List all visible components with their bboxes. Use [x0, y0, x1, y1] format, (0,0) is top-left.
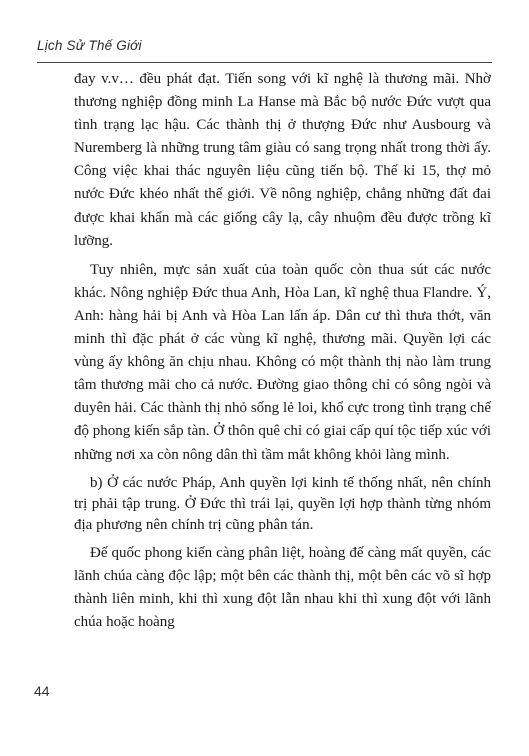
paragraph-2: Tuy nhiên, mực sản xuất của toàn quốc còn thua sút các nước khác. Nông nghiệp Đức thua Anh, Hòa Lan, kĩ nghệ thua Flandre. Ý, Anh: hàng hải bị Anh và Hòa Lan lấn áp. Dân cư thì thưa thớt, văn minh thì đặc phát ở các vùng kĩ nghệ, thương mãi. Quyền lợi các vùng ấy không ăn chịu nhau. Không có một thành thị nào làm trung tâm thương mãi cho cả nước. Đường giao thông chỉ có sông ngòi và duyên hải. Các thành thị nhỏ sống lẻ loi, khổ cực trong tình trạng chế độ phong kiến sắp tàn. Ở thôn quê chỉ có giai cấp quí tộc tiếp xúc với những nơi xa còn nông dân thì tầm mắt không khỏi làng mình.: [74, 261, 491, 463]
paragraph-1: đay v.v… đều phát đạt. Tiến song với kĩ nghệ là thương mãi. Nhờ thương nghiệp đồng minh La Hanse mà Bắc bộ nước Đức vượt qua tình trạng lạc hậu. Các thành thị ở thượng Đức như Ausbourg và Nuremberg là những trung tâm giàu có sang trọng nhất trong thời ấy. Công việc khai thác nguyên liệu cũng tiến bộ. Thế kỉ 15, thợ mỏ nước Đức khéo nhất thế giới. Về nông nghiệp, chẳng những đất đai được khai khẩn mà các giống cây lạ, cây nhuộm đều được trồng kĩ lưỡng.: [74, 71, 491, 249]
header-divider: [37, 62, 492, 63]
page-number: 44: [34, 683, 50, 699]
page-body: [74, 68, 491, 640]
running-header-title: Lịch Sử Thế Giới: [37, 38, 142, 53]
paragraph-3: b) Ở các nước Pháp, Anh quyền lợi kinh tế thống nhất, nên chính trị phải tập trung. Ở Đức thì trái lại, quyền lợi hợp thành từng nhóm địa phương nên chính trị cũng phân tán.: [74, 474, 491, 533]
paragraph-4: Đế quốc phong kiến càng phân liệt, hoàng đế càng mất quyền, các lãnh chúa càng độc lập; một bên các thành thị, một bên các võ sĩ hợp thành liên minh, khi thì xung đột lẫn nhau khi thì xung đột với lãnh chúa hoặc hoàng: [74, 544, 491, 630]
